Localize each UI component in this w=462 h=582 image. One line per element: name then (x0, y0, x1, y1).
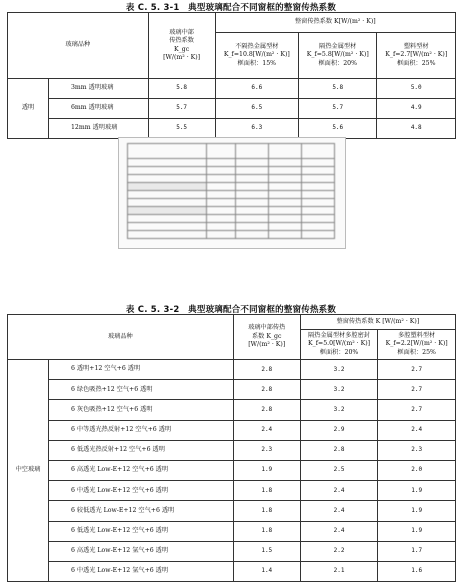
k-value: 2.5 (300, 460, 378, 480)
k-value: 4.8 (377, 119, 456, 139)
table2-header-glass: 玻璃品种 (8, 315, 234, 360)
glass-name: 6 低透光 Low-E+12 空气+6 透明 (49, 521, 234, 541)
kgc-value: 1.8 (233, 501, 300, 521)
table1-title: 表 C. 5. 3-1 典型玻璃配合不同窗框的整窗传热系数 (125, 3, 337, 13)
k-value: 2.7 (378, 360, 456, 380)
glass-name: 12mm 透明玻璃 (49, 119, 149, 139)
glass-name: 6mm 透明玻璃 (49, 99, 149, 119)
k-value: 2.7 (378, 400, 456, 420)
kgc-value: 5.8 (148, 79, 215, 99)
kgc-value: 1.8 (233, 521, 300, 541)
glass-name: 6 中透光 Low-E+12 氩气+6 透明 (49, 561, 234, 581)
k-value: 2.9 (300, 420, 378, 440)
table2-header-window: 整窗传热系数 K [W/(m² · K)] (300, 315, 455, 330)
k-value: 4.9 (377, 99, 456, 119)
glass-name: 6 高透光 Low-E+12 空气+6 透明 (49, 460, 234, 480)
k-value: 1.9 (378, 501, 456, 521)
glass-name: 6 较低透光 Low-E+12 空气+6 透明 (49, 501, 234, 521)
k-value: 2.3 (378, 440, 456, 460)
k-value: 3.2 (300, 360, 378, 380)
table-row (8, 481, 456, 501)
table-row (8, 501, 456, 521)
table1-frame-2: 隔热金属型材 K_f=5.8[W/(m² · K)] 框面积：20% (299, 33, 377, 79)
table-row (8, 79, 456, 99)
k-value: 2.4 (300, 481, 378, 501)
table2-header-center: 玻璃中部传热 系数 K_gc [W/(m² · K)] (233, 315, 300, 360)
k-value: 5.6 (299, 119, 377, 139)
k-value: 2.4 (300, 521, 378, 541)
kgc-value: 1.5 (233, 541, 300, 561)
table-row (8, 541, 456, 561)
glass-name: 6 灰色吸热+12 空气+6 透明 (49, 400, 234, 420)
k-value: 1.6 (378, 561, 456, 581)
table1-frame-3: 塑料型材 K_f=2.7[W/(m² · K)] 框面积：25% (377, 33, 456, 79)
table-row (8, 561, 456, 581)
table1-header-window: 整窗传热系数 K[W/(m² · K)] (215, 13, 455, 33)
k-value: 5.7 (299, 99, 377, 119)
k-value: 2.2 (300, 541, 378, 561)
k-value: 2.0 (378, 460, 456, 480)
table-row (8, 99, 456, 119)
table-row (8, 460, 456, 480)
k-value: 2.1 (300, 561, 378, 581)
table1 (7, 12, 456, 139)
table1-header-center: 玻璃中部 传热系数 K_gc [W/(m² · K)] (148, 13, 215, 79)
table2-frame-2: 多腔塑料型材 K_f=2.2[W/(m² · K)] 框面积：25% (378, 330, 456, 360)
table-row (8, 400, 456, 420)
glass-name: 3mm 透明玻璃 (49, 79, 149, 99)
kgc-value: 1.4 (233, 561, 300, 581)
kgc-value: 2.4 (233, 420, 300, 440)
table2 (7, 314, 456, 582)
table2-title: 表 C. 5. 3-2 典型玻璃配合不同窗框的整窗传热系数 (125, 305, 337, 315)
table-row (8, 521, 456, 541)
kgc-value: 2.8 (233, 400, 300, 420)
table-row (8, 420, 456, 440)
k-value: 2.4 (300, 501, 378, 521)
embedded-table-image (118, 137, 346, 249)
k-value: 2.4 (378, 420, 456, 440)
k-value: 6.3 (215, 119, 298, 139)
kgc-value: 2.8 (233, 380, 300, 400)
kgc-value: 2.8 (233, 360, 300, 380)
table1-frame-1: 不隔热金属型材 K_f=10.8[W/(m² · K)] 框面积：15% (215, 33, 298, 79)
k-value: 5.0 (377, 79, 456, 99)
glass-name: 6 中透光 Low-E+12 空气+6 透明 (49, 481, 234, 501)
k-value: 2.8 (300, 440, 378, 460)
glass-name: 6 高透光 Low-E+12 氩气+6 透明 (49, 541, 234, 561)
k-value: 3.2 (300, 380, 378, 400)
k-value: 6.5 (215, 99, 298, 119)
table-row (8, 440, 456, 460)
kgc-value: 5.7 (148, 99, 215, 119)
glass-name: 6 中等透光热反射+12 空气+6 透明 (49, 420, 234, 440)
table1-header-glass: 玻璃品种 (8, 13, 149, 79)
k-value: 1.9 (378, 481, 456, 501)
k-value: 1.9 (378, 521, 456, 541)
kgc-value: 1.9 (233, 460, 300, 480)
k-value: 1.7 (378, 541, 456, 561)
table1-group: 透明 (8, 79, 49, 139)
glass-name: 6 低透光热反射+12 空气+6 透明 (49, 440, 234, 460)
k-value: 6.6 (215, 79, 298, 99)
k-value: 2.7 (378, 380, 456, 400)
kgc-value: 1.8 (233, 481, 300, 501)
table2-group: 中空玻璃 (8, 360, 49, 582)
k-value: 3.2 (300, 400, 378, 420)
kgc-value: 5.5 (148, 119, 215, 139)
table-row (8, 360, 456, 380)
glass-name: 6 绿色吸热+12 空气+6 透明 (49, 380, 234, 400)
k-value: 5.8 (299, 79, 377, 99)
table2-frame-1: 隔热金属型材多腔密封 K_f=5.0[W/(m² · K)] 框面积：20% (300, 330, 378, 360)
table-row (8, 119, 456, 139)
table-row (8, 380, 456, 400)
kgc-value: 2.3 (233, 440, 300, 460)
glass-name: 6 透明+12 空气+6 透明 (49, 360, 234, 380)
